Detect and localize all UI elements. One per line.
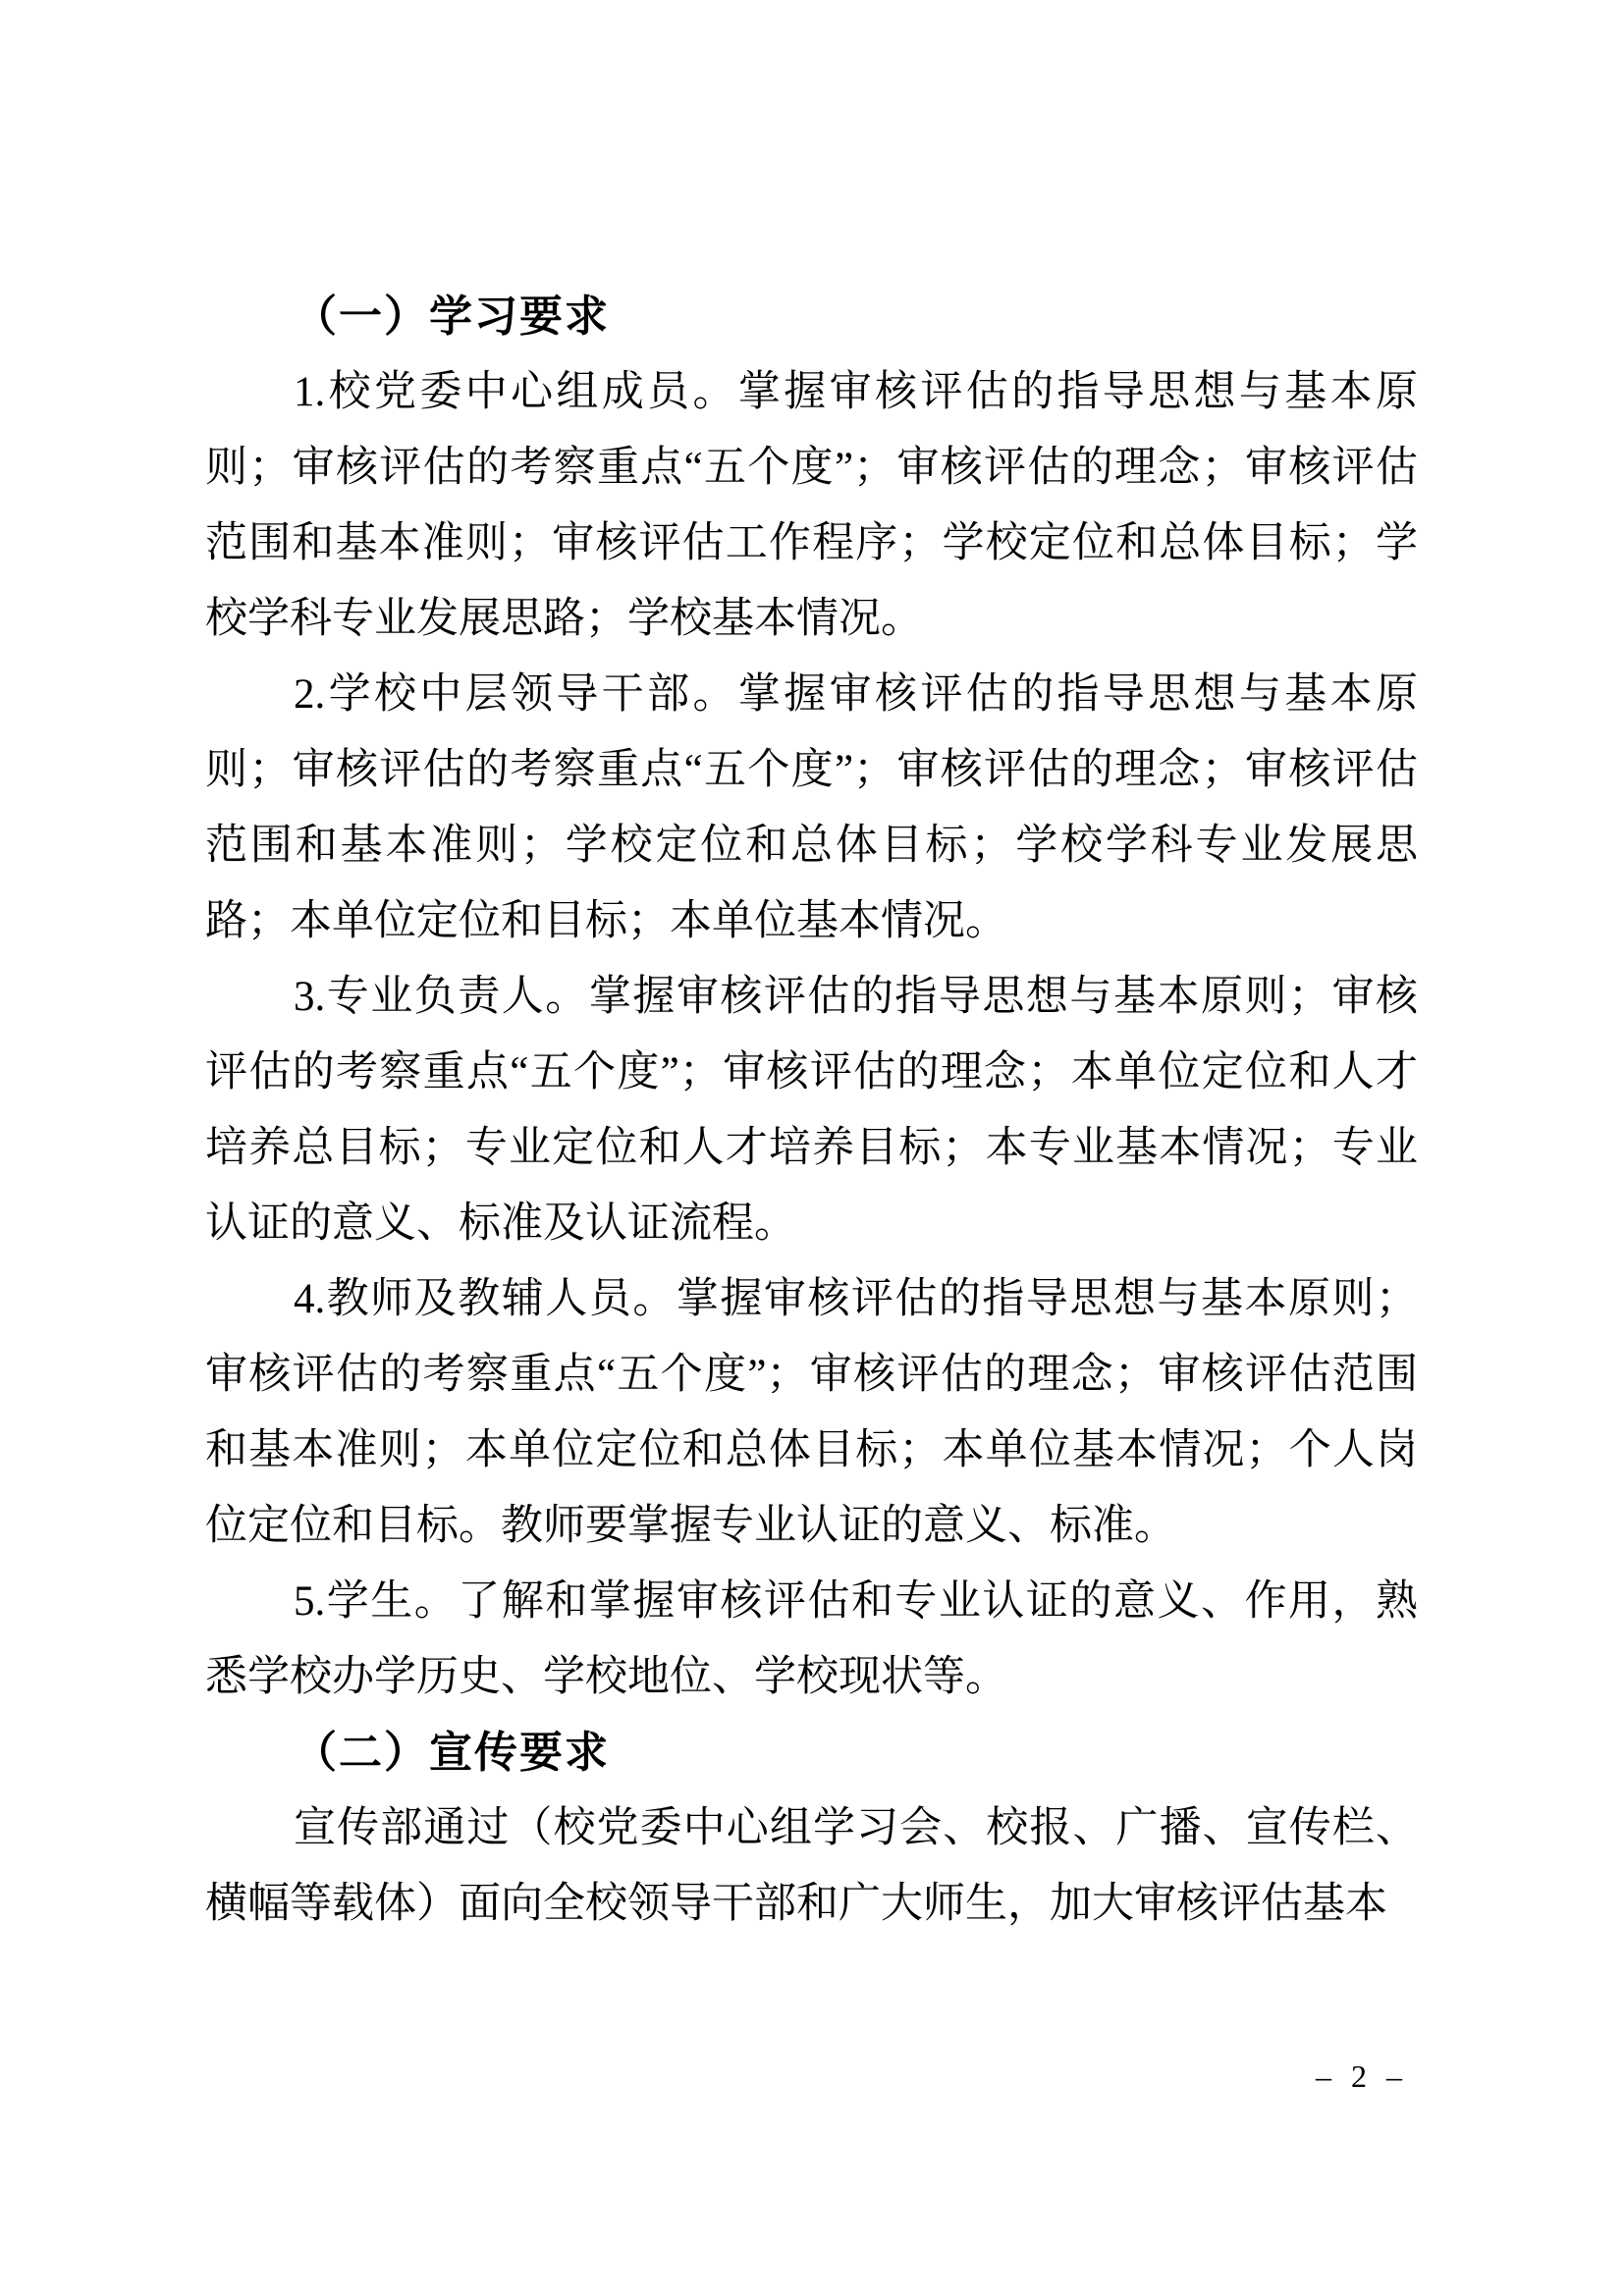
document-body xyxy=(205,279,1418,1942)
paragraph-publicity-department: 宣传部通过（校党委中心组学习会、校报、广播、宣传栏、横幅等载体）面向全校领导干部和广大师生，加大审核评估基本 xyxy=(205,1805,1418,1927)
paragraph-students: 5.学生。了解和掌握审核评估和专业认证的意义、作用，熟悉学校办学历史、学校地位、学校现状等。 xyxy=(205,1578,1418,1700)
paragraph-program-leaders: 3.专业负责人。掌握审核评估的指导思想与基本原则；审核评估的考察重点“五个度”；审核评估的理念；本单位定位和人才培养总目标；专业定位和人才培养目标；本专业基本情况；专业认证的意义、标准及认证流程。 xyxy=(205,974,1418,1247)
paragraph-party-committee-central-group: 1.校党委中心组成员。掌握审核评估的指导思想与基本原则；审核评估的考察重点“五个度”；审核评估的理念；审核评估范围和基本准则；审核评估工作程序；学校定位和总体目标；学校学科专业发展思路；学校基本情况。 xyxy=(205,369,1418,642)
section-heading-learning-requirements: （一）学习要求 xyxy=(294,293,610,341)
paragraph-teachers-and-staff: 4.教师及教辅人员。掌握审核评估的指导思想与基本原则；审核评估的考察重点“五个度”；审核评估的理念；审核评估范围和基本准则；本单位定位和总体目标；本单位基本情况；个人岗位定位和目标。教师要掌握专业认证的意义、标准。 xyxy=(205,1276,1418,1549)
page-number: – 2 – xyxy=(1316,2058,1408,2094)
section-heading-publicity-requirements: （二）宣传要求 xyxy=(294,1729,610,1777)
paragraph-middle-level-leaders: 2.学校中层领导干部。掌握审核评估的指导思想与基本原则；审核评估的考察重点“五个度”；审核评估的理念；审核评估范围和基本准则；学校定位和总体目标；学校学科专业发展思路；本单位定位和目标；本单位基本情况。 xyxy=(205,671,1418,944)
